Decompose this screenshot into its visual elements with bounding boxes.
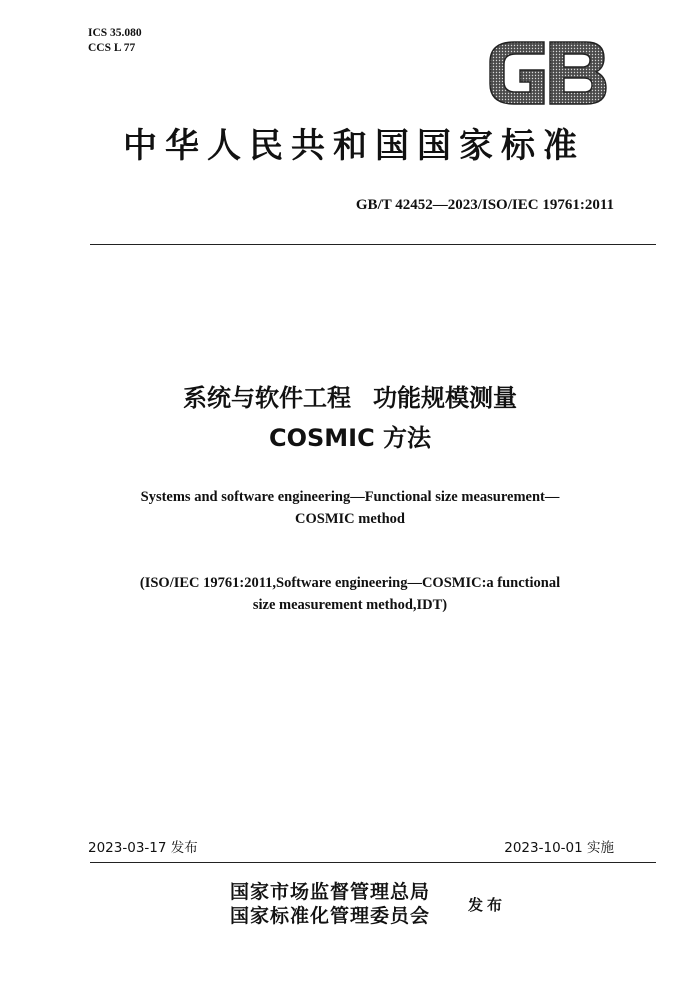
ccs-code: CCS L 77 <box>88 42 136 54</box>
bottom-divider <box>90 862 656 863</box>
adoption-note <box>0 572 700 616</box>
chinese-title-part-a: 系统与软件工程 <box>183 384 351 412</box>
issuer-samr: 国家市场监督管理总局 <box>230 881 431 903</box>
chinese-title-line-1 <box>0 378 700 418</box>
gb-logo <box>486 38 608 108</box>
english-title-line-1: Systems and software engineering—Functional size measurement— <box>140 489 560 505</box>
issuer-sac: 国家标准化管理委员会 <box>230 905 431 927</box>
english-title-line-2: COSMIC method <box>295 511 405 527</box>
adoption-note-line-1: (ISO/IEC 19761:2011,Software engineering—COSMIC:a functional <box>139 575 561 591</box>
implement-date: 2023-10-01 实施 <box>504 840 614 856</box>
top-divider <box>90 244 656 245</box>
classification-codes <box>88 26 142 56</box>
org-title: 中华人民共和国国家标准 <box>123 126 585 166</box>
ics-code: ICS 35.080 <box>88 27 142 39</box>
chinese-title-line-2: COSMIC 方法 <box>268 424 432 452</box>
issue-label: 发布 <box>468 896 507 914</box>
chinese-title-part-b: 功能规模测量 <box>373 384 517 412</box>
chinese-title <box>0 378 700 458</box>
adoption-note-line-2: size measurement method,IDT) <box>252 597 448 613</box>
english-title <box>0 486 700 530</box>
standard-number: GB/T 42452—2023/ISO/IEC 19761:2011 <box>355 197 614 213</box>
publish-date: 2023-03-17 发布 <box>88 840 198 856</box>
issuing-authorities <box>230 880 430 928</box>
